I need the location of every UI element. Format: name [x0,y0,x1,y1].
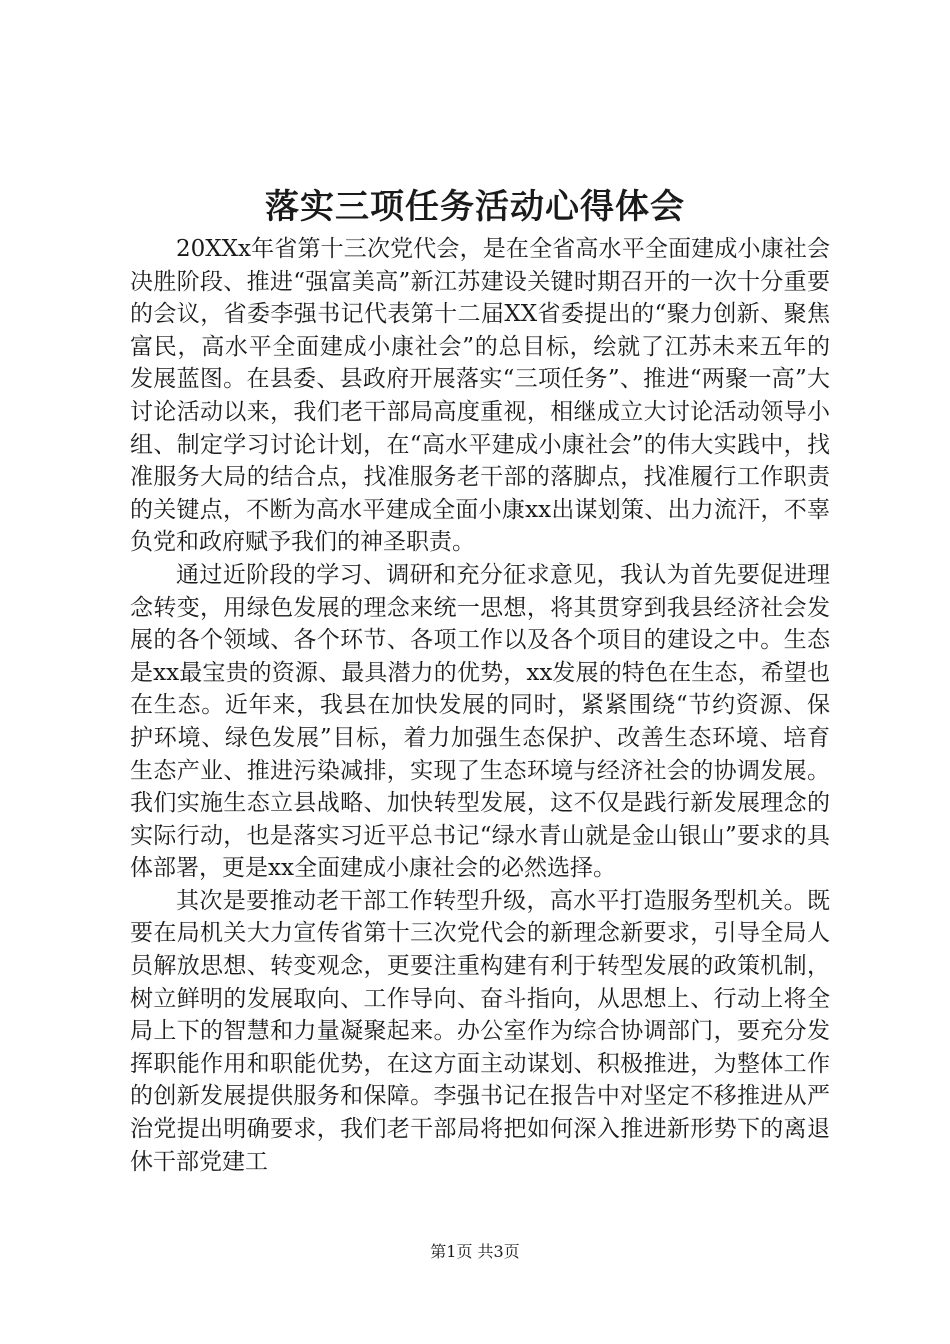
document-title: 落实三项任务活动心得体会 [265,187,685,227]
page-footer: 第1页 共3页 [430,1242,520,1261]
paragraph-1: 20XXx年省第十三次党代会，是在全省高水平全面建成小康社会决胜阶段、推进“强富美高”新江苏建设关键时期召开的一次十分重要的会议，省委李强书记代表第十二届XX省委提出的“聚力创新、聚焦富民，高水平全面建成小康社会”的总目标，绘就了江苏未来五年的发展蓝图。在县委、县政府开展落实“三项任务”、推进“两聚一高”大讨论活动以来，我们老干部局高度重视，相继成立大讨论活动领导小组、制定学习讨论计划，在“高水平建成小康社会”的伟大实践中，找准服务大局的结合点，找准服务老干部的落脚点，找准履行工作职责的关键点，不断为高水平建成全面小康xx出谋划策、出力流汗，不辜负党和政府赋予我们的神圣职责。 [130,236,830,556]
paragraph-2: 通过近阶段的学习、调研和充分征求意见，我认为首先要促进理念转变，用绿色发展的理念来统一思想，将其贯穿到我县经济社会发展的各个领域、各个环节、各项工作以及各个项目的建设之中。生态是xx最宝贵的资源、最具潜力的优势，xx发展的特色在生态，希望也在生态。近年来，我县在加快发展的同时，紧紧围绕“节约资源、保护环境、绿色发展”目标，着力加强生态保护、改善生态环境、培育生态产业、推进污染减排，实现了生态环境与经济社会的协调发展。我们实施生态立县战略、加快转型发展，这不仅是践行新发展理念的实际行动，也是落实习近平总书记“绿水青山就是金山银山”要求的具体部署，更是xx全面建成小康社会的必然选择。 [130,561,830,882]
paragraph-3: 其次是要推动老干部工作转型升级，高水平打造服务型机关。既要在局机关大力宣传省第十三次党代会的新理念新要求，引导全局人员解放思想、转变观念，更要注重构建有利于转型发展的政策机制，树立鲜明的发展取向、工作导向、奋斗指向，从思想上、行动上将全局上下的智慧和力量凝聚起来。办公室作为综合协调部门，要充分发挥职能作用和职能优势，在这方面主动谋划、积极推进，为整体工作的创新发展提供服务和保障。李强书记在报告中对坚定不移推进从严治党提出明确要求，我们老干部局将把如何深入推进新形势下的离退休干部党建工 [130,887,830,1175]
document-body [130,233,830,1178]
